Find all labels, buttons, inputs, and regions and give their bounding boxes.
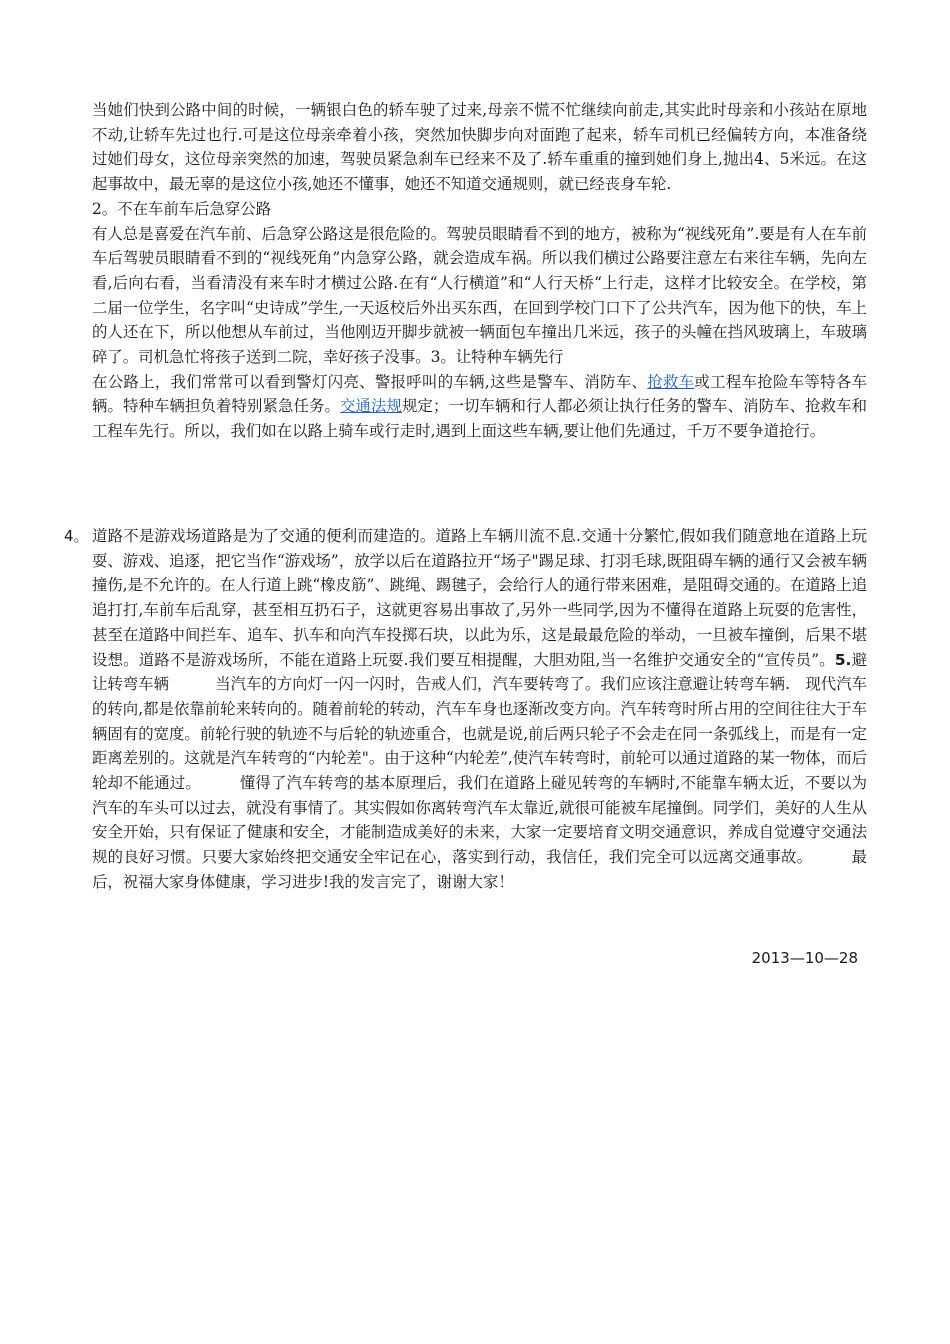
list-item-4-text: 道路不是游戏场道路是为了交通的便利而建造的。道路上车辆川流不息.交通十分繁忙,假如我们随意地在道路上玩耍、游戏、追逐，把它当作“游戏场”，放学以后在道路拉开“场子"踢足球、打羽毛球,既阻碍车辆的通行又会被车辆撞伤,是不允许的。在人行道上跳“橡皮筋”、跳绳、踢毽子，会给行人的通行带来困难，是阻碍交通的。在道路上追追打打,车前车后乱穿，甚至相互扔石子，这就更容易出事故了,另外一些同学,因为不懂得在道路上玩耍的危害性，甚至在道路中间拦车、追车、扒车和向汽车投掷石块，以此为乐，这是最最危险的举动，一旦被车撞倒，后果不堪设想。道路不是游戏场所，不能在道路上玩耍.我们要互相提醒，大胆劝阻,当一名维护交通安全的“宣传员”。	[92, 527, 867, 669]
paragraph-accident: 当她们快到公路中间的时候，一辆银白色的轿车驶了过来,母亲不慌不忙继续向前走,其实此时母亲和小孩站在原地不动,让轿车先过也行.可是这位母亲牵着小孩，突然加快脚步向对面跑了起来，轿车司机已经偏转方向，本准备绕过她们母女，这位母亲突然的加速，驾驶员紧急刹车已经来不及了.轿车重重的撞到她们身上,抛出4、5米远。在这起事故中，最无辜的是这位小孩,她还不懂事，她还不知道交通规则，就已经丧身车轮.	[92, 101, 867, 194]
paragraph-3-part2: 或工程车抢险车等特各车辆。特种车辆担负着特别紧急任务。	[92, 372, 867, 416]
link-traffic-law[interactable]: 交通法规	[340, 397, 403, 416]
link-rescue-vehicle[interactable]: 抢救车	[647, 372, 695, 391]
paragraph-2: 有人总是喜爱在汽车前、后急穿公路这是很危险的。驾驶员眼睛看不到的地方，被称为“视线死角”.要是有人在车前车后驾驶员眼睛看不到的“视线死角”内急穿公路，就会造成车祸。所以我们横过公路要注意左右来往车辆，先向左看,后向右看，当看清没有来车时才横过公路.在有“人行横道”和“人行天桥“上行走，这样才比较安全。在学校，第二届一位学生，名字叫“史诗成”学生,一天返校后外出买东西，在回到学校门口下了公共汽车，因为他下的快，车上的人还在下，所以他想从车前过，当他刚迈开脚步就被一辆面包车撞出几米远，孩子的头幢在挡风玻璃上，车玻璃碎了。司机急忙将孩子送到二院，幸好孩子没事。3。让特种车辆先行	[92, 224, 867, 367]
list-item-number-4: 4。	[64, 527, 89, 545]
document-date: 2013—10—28	[751, 949, 858, 967]
list-item-4-text-continued: 避让转弯车辆 当汽车的方向灯一闪一闪时，告戒人们，汽车要转弯了。我们应该注意避让转弯车辆. 现代汽车的转向,都是依靠前轮来转向的。随着前轮的转动，汽车车身也逐渐改变方向。汽车转弯时所占用的空间往往大于车辆固有的宽度。前轮行驶的轨迹不与后轮的轨迹重合，也就是说,前后两只轮子不会走在同一条弧线上，而是有一定距离差别的。这就是汽车转弯的“内轮差"。由于这种“内轮差”,使汽车转弯时，前轮可以通过道路的某一物体，而后轮却不能通过。 懂得了汽车转弯的基本原理后，我们在道路上碰见转弯的车辆时,不能靠车辆太近，不要以为汽车的车头可以过去，就没有事情了。其实假如你离转弯汽车太靠近,就很可能被车尾撞倒。同学们，美好的人生从安全开始，只有保证了健康和安全，才能制造成美好的未来，大家一定要培育文明交通意识，养成自觉遵守交通法规的良好习惯。只要大家始终把交通安全牢记在心，落实到行动，我信任，我们完全可以远离交通事故。 最后，祝福大家身体健康，学习进步!我的发言完了，谢谢大家！	[92, 650, 867, 891]
inline-number-5: 5.	[834, 650, 852, 669]
article-body	[92, 98, 867, 444]
list-item-4	[92, 524, 867, 895]
section-heading-2: 2。不在车前车后急穿公路	[92, 199, 272, 218]
paragraph-3-part1: 在公路上，我们常常可以看到警灯闪亮、警报呼叫的车辆,这些是警车、消防车、	[92, 372, 648, 391]
paragraph-3-part3: 规定；一切车辆和行人都必须让执行任务的警车、消防车、抢救车和工程车先行。所以，我们如在以路上骑车或行走时,遇到上面这些车辆,要让他们先通过，千万不要争道抢行。	[92, 397, 867, 441]
